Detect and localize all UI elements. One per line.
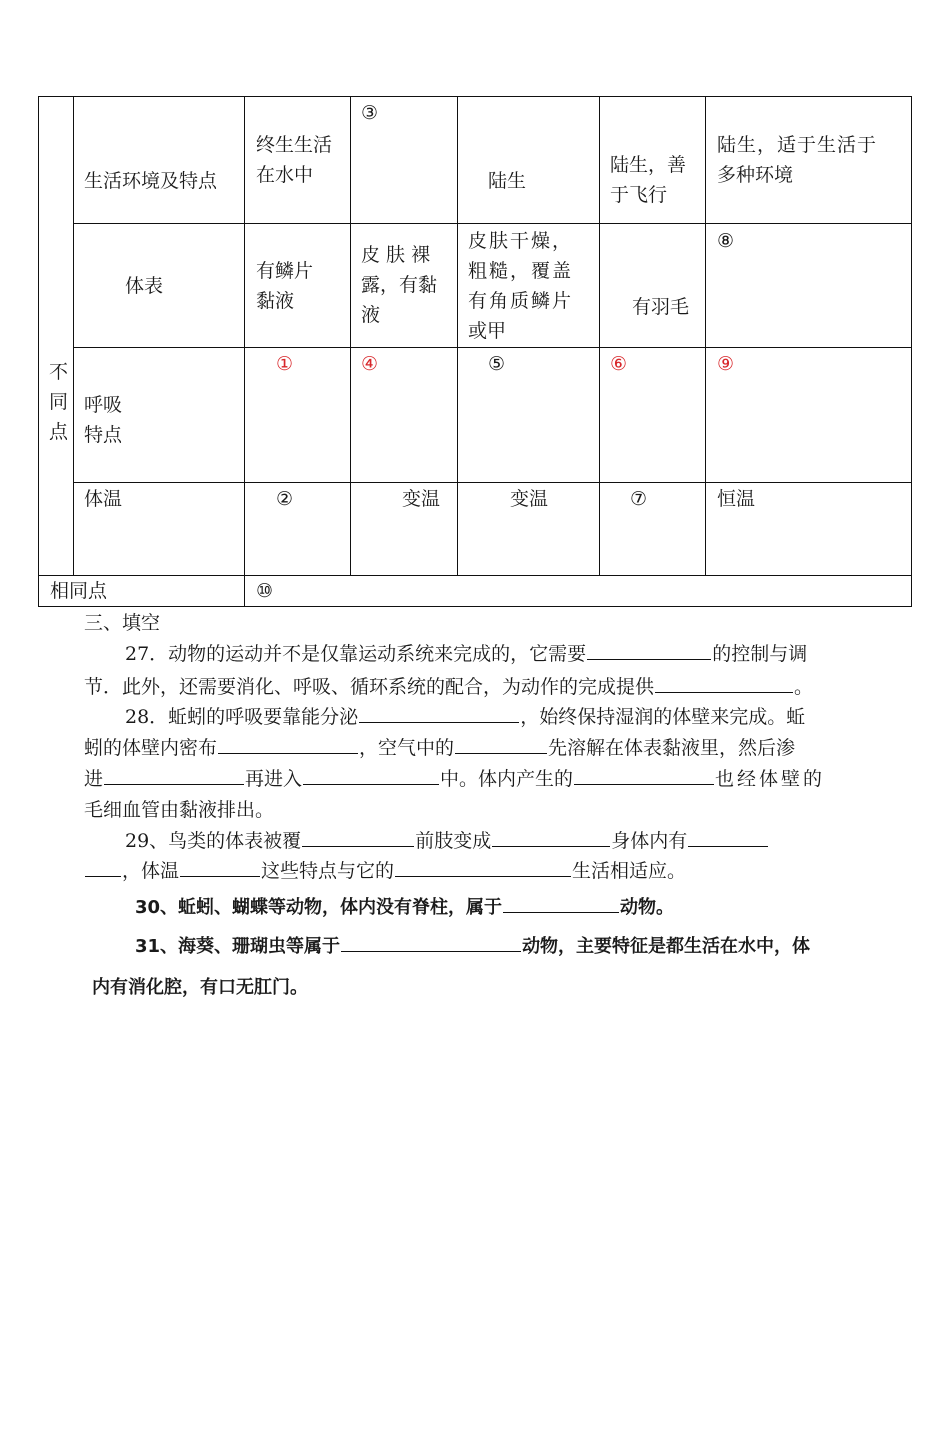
surface-mammal: ⑧ bbox=[717, 230, 735, 252]
q27-text: 的控制与调 bbox=[712, 643, 808, 665]
temperature-label: 体温 bbox=[84, 488, 123, 510]
cell-line: 陆生，善 bbox=[610, 154, 687, 176]
side-label-char: 同 bbox=[49, 391, 69, 413]
q31-blank[interactable] bbox=[341, 932, 521, 952]
q28-text: ，始终保持湿润的体壁来完成。蚯 bbox=[520, 706, 806, 728]
q28-text: 也经体壁的 bbox=[715, 768, 826, 790]
common-value: ⑩ bbox=[256, 580, 274, 602]
q30-blank[interactable] bbox=[503, 893, 619, 913]
habitat-label: 生活环境及特点 bbox=[84, 170, 218, 192]
q31-text: 31、海葵、珊瑚虫等属于 bbox=[135, 936, 341, 957]
q28-blank-6[interactable] bbox=[574, 765, 714, 785]
q29-line1 bbox=[125, 826, 769, 856]
q28-blank-1[interactable] bbox=[359, 703, 519, 723]
q28-line4: 毛细血管由黏液排出。 bbox=[84, 799, 275, 821]
q27-text: 。 bbox=[794, 676, 814, 698]
habitat-fish bbox=[256, 130, 332, 190]
breathing-label bbox=[84, 390, 122, 450]
q27-text: 节．此外，还需要消化、呼吸、循环系统的配合，为动作的完成提供 bbox=[84, 676, 655, 698]
habitat-amphibian: ③ bbox=[361, 102, 379, 124]
cell-line: 液 bbox=[361, 304, 381, 326]
q28-blank-5[interactable] bbox=[303, 765, 439, 785]
q28-blank-2[interactable] bbox=[218, 734, 358, 754]
q27-blank-1[interactable] bbox=[587, 640, 711, 660]
q29-blank-4[interactable] bbox=[180, 857, 260, 877]
cell-line: 粗糙，覆盖 bbox=[468, 260, 574, 282]
q28-text: 中。体内产生的 bbox=[440, 768, 574, 790]
q29-blank-1[interactable] bbox=[302, 827, 414, 847]
q29-blank-5[interactable] bbox=[395, 857, 571, 877]
side-label-char: 不 bbox=[49, 361, 69, 383]
breathing-reptile: ⑤ bbox=[488, 353, 506, 375]
temperature-bird: ⑦ bbox=[630, 488, 648, 510]
cell-line: 或甲 bbox=[468, 320, 507, 342]
q31-line2: 内有消化腔，有口无肛门。 bbox=[92, 977, 308, 998]
q28-line1 bbox=[125, 702, 805, 732]
cell-line: 黏液 bbox=[256, 290, 295, 312]
breathing-amphibian: ④ bbox=[361, 353, 379, 375]
section-title: 三、填空 bbox=[84, 612, 161, 634]
temperature-reptile: 变温 bbox=[510, 488, 549, 510]
q28-line2 bbox=[84, 733, 795, 763]
temperature-mammal: 恒温 bbox=[717, 488, 756, 510]
cell-line: 在水中 bbox=[256, 164, 314, 186]
cell-line: 有角质鳞片 bbox=[468, 290, 574, 312]
q29-blank-3[interactable] bbox=[688, 827, 768, 847]
cell-line: 终生生活 bbox=[256, 134, 333, 156]
surface-bird: 有羽毛 bbox=[632, 296, 690, 318]
cell-line: 有鳞片 bbox=[256, 260, 314, 282]
q28-text: 蚓的体壁内密布 bbox=[84, 737, 218, 759]
q29-text: 身体内有 bbox=[611, 830, 688, 852]
q29-blank-3-cont[interactable] bbox=[85, 857, 121, 877]
q29-blank-2[interactable] bbox=[492, 827, 610, 847]
q27-text: 27．动物的运动并不是仅靠运动系统来完成的，它需要 bbox=[125, 643, 587, 665]
q31-text: 动物，主要特征是都生活在水中，体 bbox=[522, 936, 811, 957]
cell-line: 特点 bbox=[84, 424, 123, 446]
cell-line: 呼吸 bbox=[84, 394, 123, 416]
surface-amphibian bbox=[361, 240, 437, 330]
q28-blank-3[interactable] bbox=[455, 734, 547, 754]
q30-text: 30、蚯蚓、蝴蝶等动物，体内没有脊柱，属于 bbox=[135, 897, 503, 918]
common-label: 相同点 bbox=[50, 580, 108, 602]
q29-text: ，体温 bbox=[122, 860, 180, 882]
q29-text: 29、鸟类的体表被覆 bbox=[125, 830, 302, 852]
habitat-reptile: 陆生 bbox=[488, 170, 527, 192]
side-label-char: 点 bbox=[49, 421, 69, 443]
temperature-amphibian: 变温 bbox=[402, 488, 441, 510]
breathing-bird: ⑥ bbox=[610, 353, 628, 375]
cell-line: 皮肤干燥， bbox=[468, 230, 574, 252]
habitat-bird bbox=[610, 150, 686, 210]
habitat-mammal bbox=[717, 130, 877, 190]
q28-text: 28．蚯蚓的呼吸要靠能分泌 bbox=[125, 706, 359, 728]
cell-line: 陆生，适于生活于 bbox=[717, 134, 878, 156]
q28-text: 先溶解在体表黏液里，然后渗 bbox=[548, 737, 796, 759]
surface-reptile bbox=[468, 226, 573, 346]
cell-line: 于飞行 bbox=[610, 184, 668, 206]
temperature-fish: ② bbox=[276, 488, 294, 510]
q30-text: 动物。 bbox=[620, 897, 675, 918]
q29-text: 前肢变成 bbox=[415, 830, 492, 852]
breathing-fish: ① bbox=[276, 353, 294, 375]
side-label bbox=[49, 357, 71, 447]
q27-blank-2[interactable] bbox=[655, 673, 793, 693]
q28-text: ，空气中的 bbox=[359, 737, 455, 759]
q28-blank-4[interactable] bbox=[104, 765, 244, 785]
cell-line: 露，有黏 bbox=[361, 274, 438, 296]
q30-line bbox=[135, 893, 674, 923]
q29-line2 bbox=[84, 856, 686, 886]
surface-label: 体表 bbox=[125, 275, 164, 297]
q29-text: 生活相适应。 bbox=[572, 860, 687, 882]
q28-text: 进 bbox=[84, 768, 104, 790]
cell-line: 多种环境 bbox=[717, 164, 794, 186]
q29-text: 这些特点与它的 bbox=[261, 860, 395, 882]
q28-text: 再进入 bbox=[245, 768, 303, 790]
surface-fish bbox=[256, 256, 313, 316]
q27-line2 bbox=[84, 672, 813, 702]
q27-line1 bbox=[125, 639, 807, 669]
cell-line: 皮 肤 裸 bbox=[361, 244, 431, 266]
q31-line1 bbox=[135, 932, 810, 962]
q28-line3 bbox=[84, 764, 825, 794]
breathing-mammal: ⑨ bbox=[717, 353, 735, 375]
